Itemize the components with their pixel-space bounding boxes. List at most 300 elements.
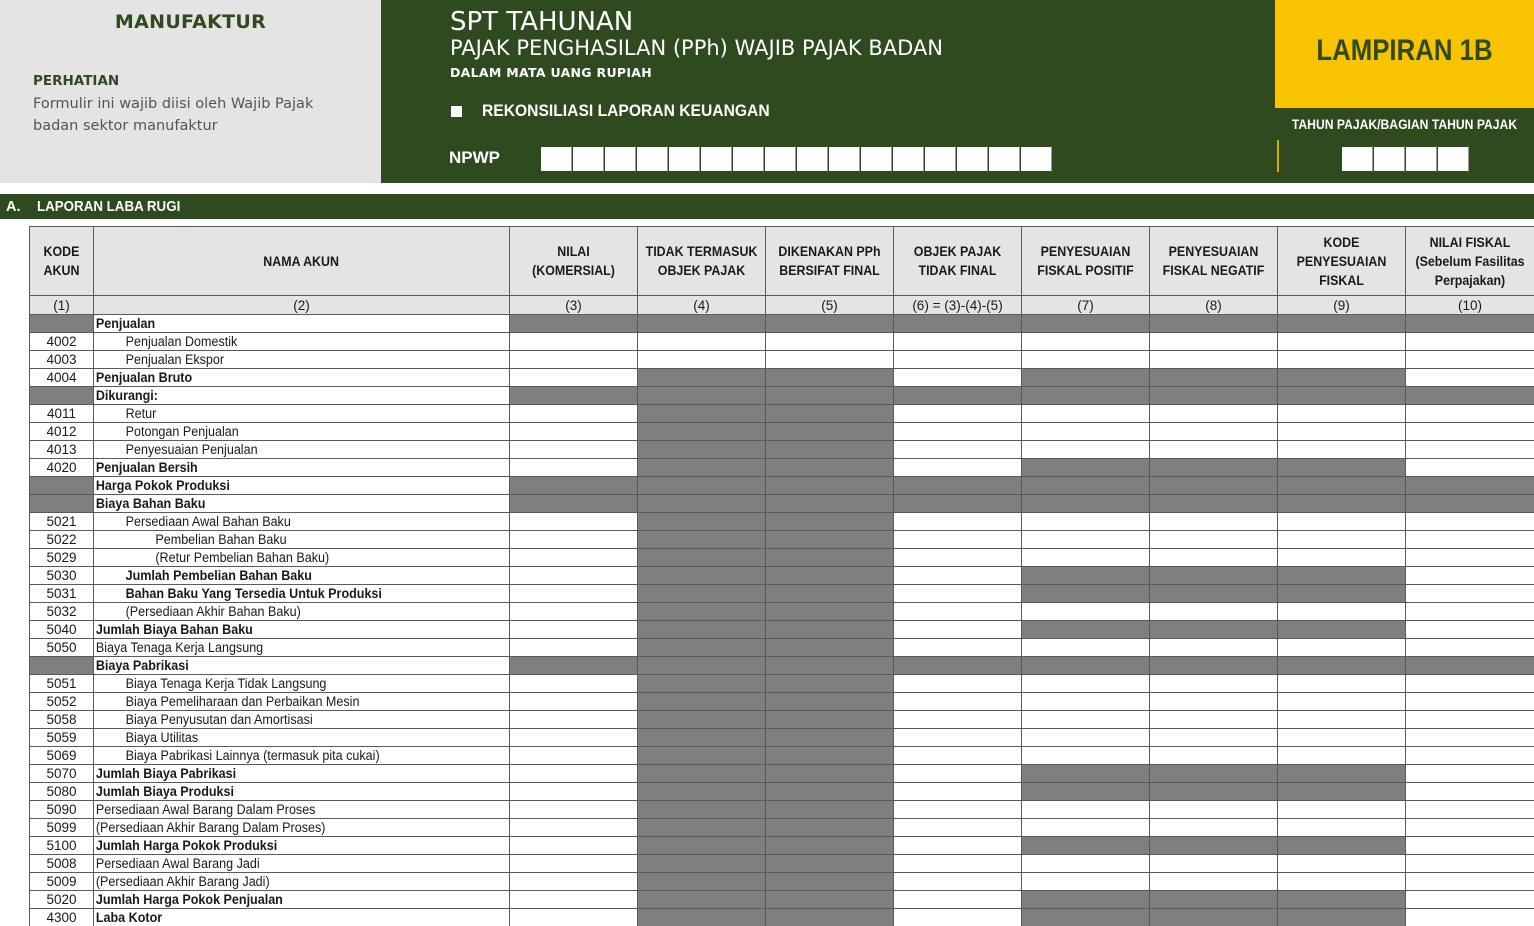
- value-input-cell[interactable]: [1406, 909, 1534, 926]
- value-input-cell[interactable]: [1022, 423, 1150, 441]
- disabled-cell: [638, 711, 766, 729]
- value-input-cell[interactable]: [1406, 405, 1534, 423]
- disabled-cell: [1022, 909, 1150, 926]
- npwp-digit-box[interactable]: [572, 146, 604, 172]
- disabled-cell: [894, 495, 1022, 513]
- disabled-cell: [894, 387, 1022, 405]
- disabled-cell: [894, 657, 1022, 675]
- disabled-cell: [1022, 837, 1150, 855]
- column-header-nama-akun: NAMA AKUN: [94, 227, 510, 296]
- disabled-cell: [638, 369, 766, 387]
- value-input-cell[interactable]: [1278, 351, 1406, 369]
- table-row: [30, 765, 1534, 783]
- value-input-cell[interactable]: [1278, 405, 1406, 423]
- tax-year-digit-box[interactable]: [1405, 146, 1437, 172]
- value-input-cell[interactable]: [1278, 801, 1406, 819]
- value-input-cell[interactable]: [894, 459, 1022, 477]
- value-input-cell[interactable]: [1278, 639, 1406, 657]
- npwp-digit-box[interactable]: [700, 146, 732, 172]
- column-number: (9): [1278, 296, 1406, 315]
- disabled-cell: [766, 783, 894, 801]
- value-input-cell[interactable]: [510, 531, 638, 549]
- value-input-cell[interactable]: [510, 639, 638, 657]
- account-name: Persediaan Awal Barang Jadi: [94, 855, 510, 873]
- value-input-cell[interactable]: [510, 603, 638, 621]
- disabled-cell: [766, 819, 894, 837]
- value-input-cell[interactable]: [894, 549, 1022, 567]
- value-input-cell[interactable]: [510, 369, 638, 387]
- npwp-digit-box[interactable]: [732, 146, 764, 172]
- disabled-cell: [766, 387, 894, 405]
- npwp-digit-box[interactable]: [604, 146, 636, 172]
- value-input-cell[interactable]: [1278, 603, 1406, 621]
- value-input-cell[interactable]: [1022, 333, 1150, 351]
- value-input-cell[interactable]: [1278, 819, 1406, 837]
- disabled-cell: [1150, 585, 1278, 603]
- value-input-cell[interactable]: [1406, 729, 1534, 747]
- disabled-cell: [1022, 891, 1150, 909]
- profit-loss-table: [29, 226, 1534, 926]
- disabled-cell: [1278, 657, 1406, 675]
- account-code: 5069: [30, 747, 94, 765]
- disabled-cell: [510, 315, 638, 333]
- npwp-digit-box[interactable]: [988, 146, 1020, 172]
- value-input-cell[interactable]: [1022, 801, 1150, 819]
- value-input-cell[interactable]: [894, 567, 1022, 585]
- value-input-cell[interactable]: [894, 891, 1022, 909]
- disabled-cell: [766, 441, 894, 459]
- disabled-cell: [638, 675, 766, 693]
- account-code: 4002: [30, 333, 94, 351]
- value-input-cell[interactable]: [894, 531, 1022, 549]
- disabled-cell: [638, 423, 766, 441]
- value-input-cell[interactable]: [510, 855, 638, 873]
- value-input-cell[interactable]: [766, 351, 894, 369]
- value-input-cell[interactable]: [1150, 675, 1278, 693]
- value-input-cell[interactable]: [894, 801, 1022, 819]
- column-header-tidak-termasuk-objek-pajak: TIDAK TERMASUK OBJEK PAJAK: [638, 227, 766, 296]
- value-input-cell[interactable]: [1406, 711, 1534, 729]
- table-header-row: [30, 227, 1534, 296]
- npwp-digit-box[interactable]: [860, 146, 892, 172]
- value-input-cell[interactable]: [1022, 405, 1150, 423]
- account-name: Jumlah Biaya Bahan Baku: [94, 621, 510, 639]
- value-input-cell[interactable]: [1150, 873, 1278, 891]
- account-code: 4013: [30, 441, 94, 459]
- value-input-cell[interactable]: [1150, 351, 1278, 369]
- value-input-cell[interactable]: [510, 585, 638, 603]
- disabled-cell: [766, 765, 894, 783]
- table-row: [30, 477, 1534, 495]
- table-row: [30, 909, 1534, 926]
- disabled-cell: [1278, 621, 1406, 639]
- account-name: Jumlah Biaya Produksi: [94, 783, 510, 801]
- lampiran-label: LAMPIRAN 1B: [1316, 34, 1493, 67]
- value-input-cell[interactable]: [510, 333, 638, 351]
- value-input-cell[interactable]: [638, 333, 766, 351]
- account-code: 5058: [30, 711, 94, 729]
- account-code: 5031: [30, 585, 94, 603]
- lampiran-badge: [1275, 0, 1534, 108]
- value-input-cell[interactable]: [510, 819, 638, 837]
- disabled-cell: [1406, 387, 1534, 405]
- value-input-cell[interactable]: [1150, 333, 1278, 351]
- disabled-cell: [638, 765, 766, 783]
- value-input-cell[interactable]: [894, 513, 1022, 531]
- value-input-cell[interactable]: [894, 855, 1022, 873]
- value-input-cell[interactable]: [1406, 531, 1534, 549]
- npwp-digit-box[interactable]: [796, 146, 828, 172]
- value-input-cell[interactable]: [1406, 765, 1534, 783]
- disabled-cell: [1022, 765, 1150, 783]
- value-input-cell[interactable]: [1406, 549, 1534, 567]
- table-row: [30, 783, 1534, 801]
- account-name: Penjualan Bersih: [94, 459, 510, 477]
- npwp-digit-box[interactable]: [956, 146, 988, 172]
- value-input-cell[interactable]: [1406, 747, 1534, 765]
- disabled-cell: [1278, 891, 1406, 909]
- value-input-cell[interactable]: [894, 333, 1022, 351]
- value-input-cell[interactable]: [1406, 513, 1534, 531]
- value-input-cell[interactable]: [1406, 567, 1534, 585]
- table-row: [30, 495, 1534, 513]
- value-input-cell[interactable]: [1406, 585, 1534, 603]
- value-input-cell[interactable]: [1022, 819, 1150, 837]
- disabled-cell: [1150, 657, 1278, 675]
- disabled-cell: [766, 603, 894, 621]
- attention-text: Formulir ini wajib diisi oleh Wajib Pajak badan sektor manufaktur: [33, 96, 314, 134]
- account-code: 4300: [30, 909, 94, 926]
- table-row: [30, 675, 1534, 693]
- disabled-cell: [766, 369, 894, 387]
- value-input-cell[interactable]: [1278, 441, 1406, 459]
- value-input-cell[interactable]: [1278, 333, 1406, 351]
- disabled-cell: [1022, 459, 1150, 477]
- account-name: (Persediaan Akhir Barang Jadi): [94, 873, 510, 891]
- npwp-digit-box[interactable]: [924, 146, 956, 172]
- disabled-cell: [894, 315, 1022, 333]
- value-input-cell[interactable]: [894, 909, 1022, 926]
- value-input-cell[interactable]: [510, 891, 638, 909]
- disabled-cell: [1150, 459, 1278, 477]
- value-input-cell[interactable]: [1150, 423, 1278, 441]
- disabled-cell: [766, 801, 894, 819]
- value-input-cell[interactable]: [1406, 369, 1534, 387]
- value-input-cell[interactable]: [1406, 639, 1534, 657]
- account-code: 5052: [30, 693, 94, 711]
- account-code: 5090: [30, 801, 94, 819]
- value-input-cell[interactable]: [894, 873, 1022, 891]
- value-input-cell[interactable]: [894, 729, 1022, 747]
- value-input-cell[interactable]: [1150, 855, 1278, 873]
- npwp-digit-box[interactable]: [668, 146, 700, 172]
- value-input-cell[interactable]: [894, 351, 1022, 369]
- value-input-cell[interactable]: [510, 423, 638, 441]
- value-input-cell[interactable]: [1150, 405, 1278, 423]
- disabled-cell: [1150, 315, 1278, 333]
- value-input-cell[interactable]: [894, 711, 1022, 729]
- account-name: Biaya Tenaga Kerja Tidak Langsung: [94, 675, 510, 693]
- value-input-cell[interactable]: [1150, 819, 1278, 837]
- table-row: [30, 729, 1534, 747]
- account-name: Penjualan Domestik: [94, 333, 510, 351]
- value-input-cell[interactable]: [894, 423, 1022, 441]
- column-number: (7): [1022, 296, 1150, 315]
- value-input-cell[interactable]: [766, 333, 894, 351]
- value-input-cell[interactable]: [1022, 639, 1150, 657]
- value-input-cell[interactable]: [1406, 783, 1534, 801]
- tax-year-digit-box[interactable]: [1341, 146, 1373, 172]
- value-input-cell[interactable]: [1278, 855, 1406, 873]
- value-input-cell[interactable]: [510, 549, 638, 567]
- value-input-cell[interactable]: [510, 747, 638, 765]
- value-input-cell[interactable]: [510, 873, 638, 891]
- value-input-cell[interactable]: [510, 441, 638, 459]
- npwp-digit-box[interactable]: [892, 146, 924, 172]
- disabled-cell: [766, 909, 894, 926]
- value-input-cell[interactable]: [1406, 423, 1534, 441]
- disabled-cell: [1278, 495, 1406, 513]
- account-code: 5032: [30, 603, 94, 621]
- value-input-cell[interactable]: [510, 351, 638, 369]
- value-input-cell[interactable]: [1406, 873, 1534, 891]
- account-name: Jumlah Harga Pokok Produksi: [94, 837, 510, 855]
- tax-year-digit-box[interactable]: [1437, 146, 1469, 172]
- value-input-cell[interactable]: [894, 819, 1022, 837]
- disabled-cell: [1278, 783, 1406, 801]
- npwp-digit-box[interactable]: [764, 146, 796, 172]
- npwp-digit-box[interactable]: [636, 146, 668, 172]
- table-row: [30, 441, 1534, 459]
- disabled-cell: [766, 873, 894, 891]
- value-input-cell[interactable]: [1406, 891, 1534, 909]
- value-input-cell[interactable]: [1022, 549, 1150, 567]
- value-input-cell[interactable]: [894, 675, 1022, 693]
- value-input-cell[interactable]: [1406, 801, 1534, 819]
- disabled-cell: [766, 315, 894, 333]
- npwp-digit-box[interactable]: [1020, 146, 1052, 172]
- value-input-cell[interactable]: [1022, 729, 1150, 747]
- account-code: 4004: [30, 369, 94, 387]
- value-input-cell[interactable]: [1278, 873, 1406, 891]
- account-name: Persediaan Awal Barang Dalam Proses: [94, 801, 510, 819]
- value-input-cell[interactable]: [1278, 423, 1406, 441]
- value-input-cell[interactable]: [894, 639, 1022, 657]
- table-row: [30, 513, 1534, 531]
- value-input-cell[interactable]: [894, 693, 1022, 711]
- value-input-cell[interactable]: [1022, 441, 1150, 459]
- value-input-cell[interactable]: [1150, 693, 1278, 711]
- value-input-cell[interactable]: [1278, 675, 1406, 693]
- disabled-cell: [1022, 495, 1150, 513]
- value-input-cell[interactable]: [1278, 729, 1406, 747]
- value-input-cell[interactable]: [1150, 603, 1278, 621]
- value-input-cell[interactable]: [1150, 639, 1278, 657]
- value-input-cell[interactable]: [510, 513, 638, 531]
- value-input-cell[interactable]: [1278, 711, 1406, 729]
- account-name: Biaya Pabrikasi Lainnya (termasuk pita cukai): [94, 747, 510, 765]
- value-input-cell[interactable]: [894, 765, 1022, 783]
- value-input-cell[interactable]: [1406, 837, 1534, 855]
- account-name: Persediaan Awal Bahan Baku: [94, 513, 510, 531]
- value-input-cell[interactable]: [1406, 459, 1534, 477]
- square-bullet-icon: [451, 106, 462, 117]
- disabled-cell: [1278, 387, 1406, 405]
- value-input-cell[interactable]: [1022, 351, 1150, 369]
- value-input-cell[interactable]: [1150, 747, 1278, 765]
- table-row: [30, 549, 1534, 567]
- value-input-cell[interactable]: [1406, 819, 1534, 837]
- disabled-cell: [766, 711, 894, 729]
- tax-year-digit-box[interactable]: [1373, 146, 1405, 172]
- disabled-cell: [638, 891, 766, 909]
- value-input-cell[interactable]: [894, 369, 1022, 387]
- value-input-cell[interactable]: [1150, 711, 1278, 729]
- value-input-cell[interactable]: [1022, 711, 1150, 729]
- disabled-cell: [1150, 837, 1278, 855]
- value-input-cell[interactable]: [894, 585, 1022, 603]
- disabled-cell: [1022, 567, 1150, 585]
- disabled-cell: [1278, 909, 1406, 926]
- value-input-cell[interactable]: [1022, 873, 1150, 891]
- account-name: Penyesuaian Penjualan: [94, 441, 510, 459]
- value-input-cell[interactable]: [510, 693, 638, 711]
- disabled-cell: [1278, 477, 1406, 495]
- value-input-cell[interactable]: [894, 603, 1022, 621]
- value-input-cell[interactable]: [1150, 549, 1278, 567]
- account-code: 4003: [30, 351, 94, 369]
- table-row: [30, 747, 1534, 765]
- disabled-cell: [638, 621, 766, 639]
- account-code: [30, 657, 94, 675]
- value-input-cell[interactable]: [1022, 747, 1150, 765]
- disabled-cell: [1406, 657, 1534, 675]
- value-input-cell[interactable]: [1022, 603, 1150, 621]
- disabled-cell: [894, 477, 1022, 495]
- account-code: 5022: [30, 531, 94, 549]
- disabled-cell: [766, 657, 894, 675]
- account-name: Biaya Bahan Baku: [94, 495, 510, 513]
- value-input-cell[interactable]: [1150, 513, 1278, 531]
- column-number: (4): [638, 296, 766, 315]
- value-input-cell[interactable]: [510, 765, 638, 783]
- table-row: [30, 333, 1534, 351]
- value-input-cell[interactable]: [1406, 441, 1534, 459]
- value-input-cell[interactable]: [1150, 531, 1278, 549]
- disabled-cell: [1150, 495, 1278, 513]
- value-input-cell[interactable]: [510, 567, 638, 585]
- value-input-cell[interactable]: [1150, 801, 1278, 819]
- value-input-cell[interactable]: [510, 909, 638, 926]
- account-code: 5080: [30, 783, 94, 801]
- form-title: SPT TAHUNAN: [450, 7, 634, 37]
- tax-year-input-group[interactable]: [1341, 146, 1469, 172]
- value-input-cell[interactable]: [510, 783, 638, 801]
- value-input-cell[interactable]: [510, 621, 638, 639]
- disabled-cell: [1022, 477, 1150, 495]
- value-input-cell[interactable]: [510, 729, 638, 747]
- disabled-cell: [1022, 387, 1150, 405]
- reconciliation-title: REKONSILIASI LAPORAN KEUANGAN: [482, 101, 770, 120]
- value-input-cell[interactable]: [1278, 549, 1406, 567]
- account-name: Jumlah Pembelian Bahan Baku: [94, 567, 510, 585]
- value-input-cell[interactable]: [1022, 855, 1150, 873]
- value-input-cell[interactable]: [1022, 513, 1150, 531]
- account-code: [30, 315, 94, 333]
- value-input-cell[interactable]: [894, 405, 1022, 423]
- value-input-cell[interactable]: [1022, 693, 1150, 711]
- value-input-cell[interactable]: [1150, 729, 1278, 747]
- disabled-cell: [1150, 369, 1278, 387]
- npwp-digit-box[interactable]: [828, 146, 860, 172]
- value-input-cell[interactable]: [510, 405, 638, 423]
- value-input-cell[interactable]: [894, 837, 1022, 855]
- value-input-cell[interactable]: [1406, 621, 1534, 639]
- value-input-cell[interactable]: [1150, 441, 1278, 459]
- value-input-cell[interactable]: [1022, 531, 1150, 549]
- value-input-cell[interactable]: [1278, 513, 1406, 531]
- npwp-digit-box[interactable]: [540, 146, 572, 172]
- value-input-cell[interactable]: [1406, 855, 1534, 873]
- value-input-cell[interactable]: [1406, 603, 1534, 621]
- account-code: 5009: [30, 873, 94, 891]
- account-code: [30, 387, 94, 405]
- value-input-cell[interactable]: [1022, 675, 1150, 693]
- disabled-cell: [766, 639, 894, 657]
- disabled-cell: [766, 495, 894, 513]
- value-input-cell[interactable]: [894, 747, 1022, 765]
- value-input-cell[interactable]: [510, 711, 638, 729]
- value-input-cell[interactable]: [1406, 333, 1534, 351]
- npwp-label: NPWP: [449, 148, 500, 167]
- disabled-cell: [638, 657, 766, 675]
- disabled-cell: [1150, 477, 1278, 495]
- column-header-penyesuaian-fiskal-negatif: PENYESUAIAN FISKAL NEGATIF: [1150, 227, 1278, 296]
- table-row: [30, 567, 1534, 585]
- value-input-cell[interactable]: [894, 621, 1022, 639]
- value-input-cell[interactable]: [1278, 693, 1406, 711]
- account-code: 5099: [30, 819, 94, 837]
- value-input-cell[interactable]: [894, 441, 1022, 459]
- disabled-cell: [638, 513, 766, 531]
- disabled-cell: [638, 801, 766, 819]
- npwp-input-group[interactable]: [540, 146, 1052, 172]
- disabled-cell: [638, 747, 766, 765]
- value-input-cell[interactable]: [510, 459, 638, 477]
- value-input-cell[interactable]: [1406, 675, 1534, 693]
- value-input-cell[interactable]: [1406, 351, 1534, 369]
- value-input-cell[interactable]: [1278, 531, 1406, 549]
- disabled-cell: [1022, 657, 1150, 675]
- account-name: Biaya Pabrikasi: [94, 657, 510, 675]
- header-lampiran-panel: [1275, 0, 1534, 183]
- value-input-cell[interactable]: [894, 783, 1022, 801]
- value-input-cell[interactable]: [638, 351, 766, 369]
- value-input-cell[interactable]: [1406, 693, 1534, 711]
- disabled-cell: [766, 675, 894, 693]
- value-input-cell[interactable]: [510, 801, 638, 819]
- column-header-nilai-fiskal: NILAI FISKAL (Sebelum Fasilitas Perpajakan): [1406, 227, 1534, 296]
- value-input-cell[interactable]: [1278, 747, 1406, 765]
- disabled-cell: [1150, 783, 1278, 801]
- value-input-cell[interactable]: [510, 837, 638, 855]
- disabled-cell: [510, 495, 638, 513]
- account-code: 5020: [30, 891, 94, 909]
- account-name: (Persediaan Akhir Barang Dalam Proses): [94, 819, 510, 837]
- disabled-cell: [766, 549, 894, 567]
- value-input-cell[interactable]: [510, 675, 638, 693]
- tax-year-label: TAHUN PAJAK/BAGIAN TAHUN PAJAK: [1291, 117, 1518, 132]
